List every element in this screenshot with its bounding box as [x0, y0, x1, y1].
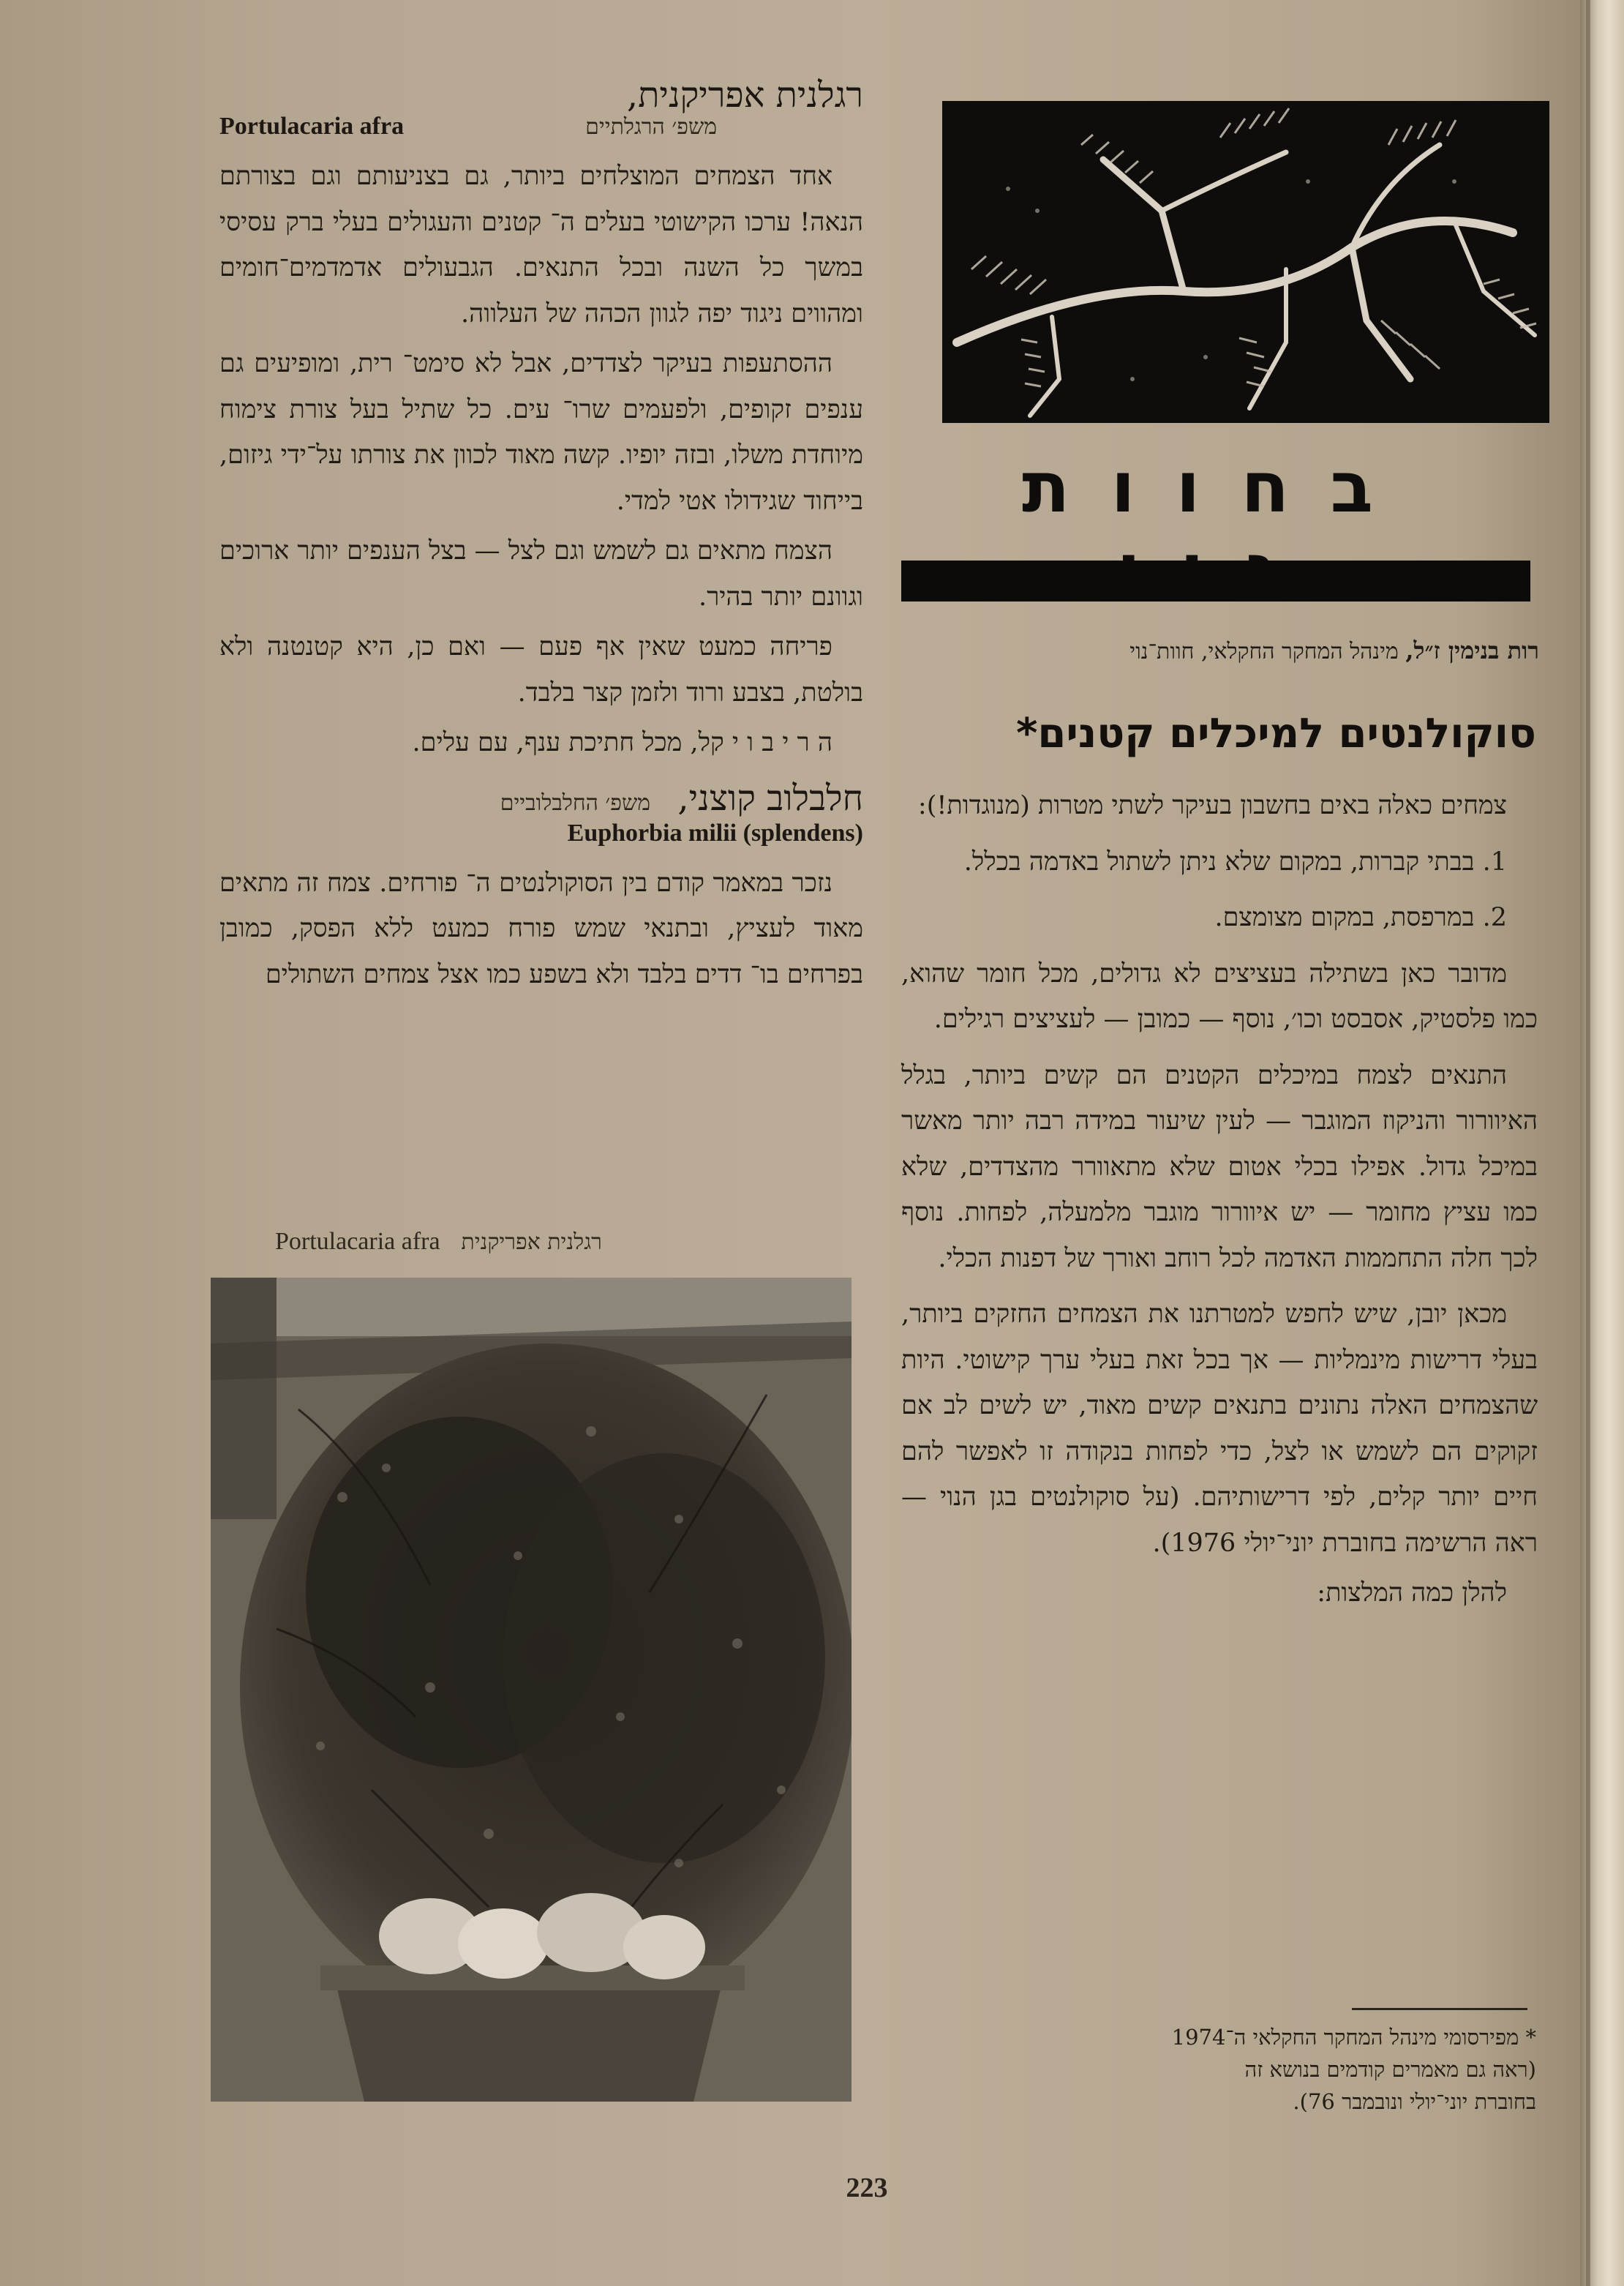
list-item: 1. בבתי קברות, במקום שלא ניתן לשתול באדמה בכלל.	[963, 847, 1507, 877]
section-heading-title: חלבלוב קוצני,	[677, 777, 863, 819]
title-rule-bar	[901, 561, 1530, 602]
family-name-portulacaria: משפ׳ הרגלתיים	[585, 114, 717, 140]
section-title: בחוות	[1022, 446, 1414, 528]
paragraph: התנאים לצמח במיכלים הקטנים הם קשים ביותר, בגלל האיוורור והניקוז המוגבר — לעין שיעור במידה רבה יותר מאשר במיכל גדול. אפילו בכלי אטום שלא מתאוורר מהצדדים, שלא כמו עציץ מחומר — יש איוורור מוגבר מלמעלה, לפחות. נוסף לכך חלה התחממות האדמה לכל רוחב ואורך של דפנות הכלי.	[901, 1060, 1538, 1273]
section-heading-title: רגלנית אפריקנית,	[626, 75, 863, 116]
footnote-rule	[1352, 2008, 1527, 2010]
byline-affiliation: מינהל המחקר החקלאי, חוות־נוי	[1129, 639, 1399, 664]
latin-name-euphorbia: Euphorbia milii (splendens)	[567, 819, 863, 847]
paragraph: הצמח מתאים גם לשמש וגם לצל — בצל הענפים יותר ארוכים וגוונם יותר בהיר.	[219, 536, 863, 612]
paragraph: אחד הצמחים המוצלחים ביותר, גם בצניעותם וגם בצורתם הנאה! ערכו הקישוטי בעלים ה־ קטנים והעגולים בעלי ברק עסיסי במשך כל השנה ובכל התנאים. הגבעולים אדמדמים־חומים ומהווים ניגוד יפה לגוון הכהה של העלווה.	[219, 162, 863, 329]
portulacaria-body	[219, 154, 863, 766]
footnote-line: (ראה גם מאמרים קודמים בנושא זה	[1244, 2057, 1536, 2082]
paragraph: פריחה כמעט שאין אף פעם — ואם כן, היא קטנטנה ולא בולטת, בצבע ורוד ולזמן קצר בלבד.	[219, 632, 863, 708]
fern-silhouette-illustration	[942, 101, 1549, 423]
family-name-euphorbia: משפ׳ החלבלוביים	[500, 790, 651, 816]
page-edge-shadow	[1586, 0, 1590, 2286]
euphorbia-body	[219, 861, 863, 998]
section-heading-euphorbia	[219, 776, 863, 825]
header-banner	[942, 101, 1549, 423]
caption-hebrew: רגלנית אפריקנית	[461, 1229, 602, 1255]
photo-caption	[275, 1226, 793, 1256]
plant-photo	[211, 1278, 852, 2102]
article-title: סוקולנטים למיכלים קטנים*	[1016, 710, 1536, 757]
footnote-line: בחוברת יוני־יולי ונובמבר 76).	[1293, 2089, 1536, 2114]
paragraph: מכאן יובן, שיש לחפש למטרתנו את הצמחים החזקים ביותר, בעלי דרישות מינמליות — אך בכל זאת בעלי ערך קישוטי. היות שהצמחים האלה נתונים בתנאים קשים מאוד, יש לשים לב אם זקוקים הם לשמש או לצל, כדי לפחות בנקודה זו לאפשר להם חיים יותר קלים, לפי דרישותיהם. (על סוקולנטים בגן הנוי — ראה הרשימה בחוברת יוני־יולי 1976).	[901, 1300, 1538, 1558]
footnote	[907, 2021, 1536, 2118]
paragraph: ההסתעפות בעיקר לצדדים, אבל לא סימט־ רית, ומופיעים גם ענפים זקופים, ולפעמים שרו־ עים. כל שתיל בעל צורת צימוח מיוחדת משלו, ובזה יופיו. קשה מאוד לכוון את צורתו על־ידי גיזום, בייחוד שגידולו אטי למדי.	[219, 349, 863, 516]
caption-latin: Portulacaria afra	[275, 1228, 440, 1255]
portulacaria-photo-illustration	[211, 1278, 852, 2102]
paragraph: ה ר י ב ו י קל, מכל חתיכת ענף, עם עלים.	[412, 728, 832, 757]
paragraph: להלן כמה המלצות:	[1317, 1578, 1507, 1608]
left-column	[219, 73, 863, 1002]
latin-name-portulacaria: Portulacaria afra	[219, 113, 405, 140]
paragraph: מדובר כאן בשתילה בעציצים לא גדולים, מכל חומר שהוא, כמו פלסטיק, אסבסט וכו׳, נוסף — כמובן — לעציצים רגילים.	[901, 959, 1538, 1034]
list-item: 2. במרפסת, במקום מצומצם.	[1214, 903, 1507, 932]
page-number: 223	[846, 2173, 888, 2203]
article-body	[901, 783, 1538, 1616]
section-heading-portulacaria	[219, 73, 863, 117]
right-column	[901, 783, 1538, 1621]
footnote-line: * מפירסומי מינהל המחקר החקלאי ה־1974	[1171, 2025, 1536, 2050]
byline-author: רות בנימין ז״ל,	[1405, 637, 1539, 664]
intro-paragraph: צמחים כאלה באים בחשבון בעיקר לשתי מטרות (מנוגדות!):	[917, 791, 1507, 820]
paragraph: נזכר במאמר קודם בין הסוקולנטים ה־ פורחים. צמח זה מתאים מאוד לעציץ, ובתנאי שמש פורח כמעט ללא הפסק, כמובן בפרחים בו־ דדים בלבד ולא בשפע כמו אצל צמחים השתולים	[219, 868, 863, 989]
byline	[901, 637, 1539, 664]
